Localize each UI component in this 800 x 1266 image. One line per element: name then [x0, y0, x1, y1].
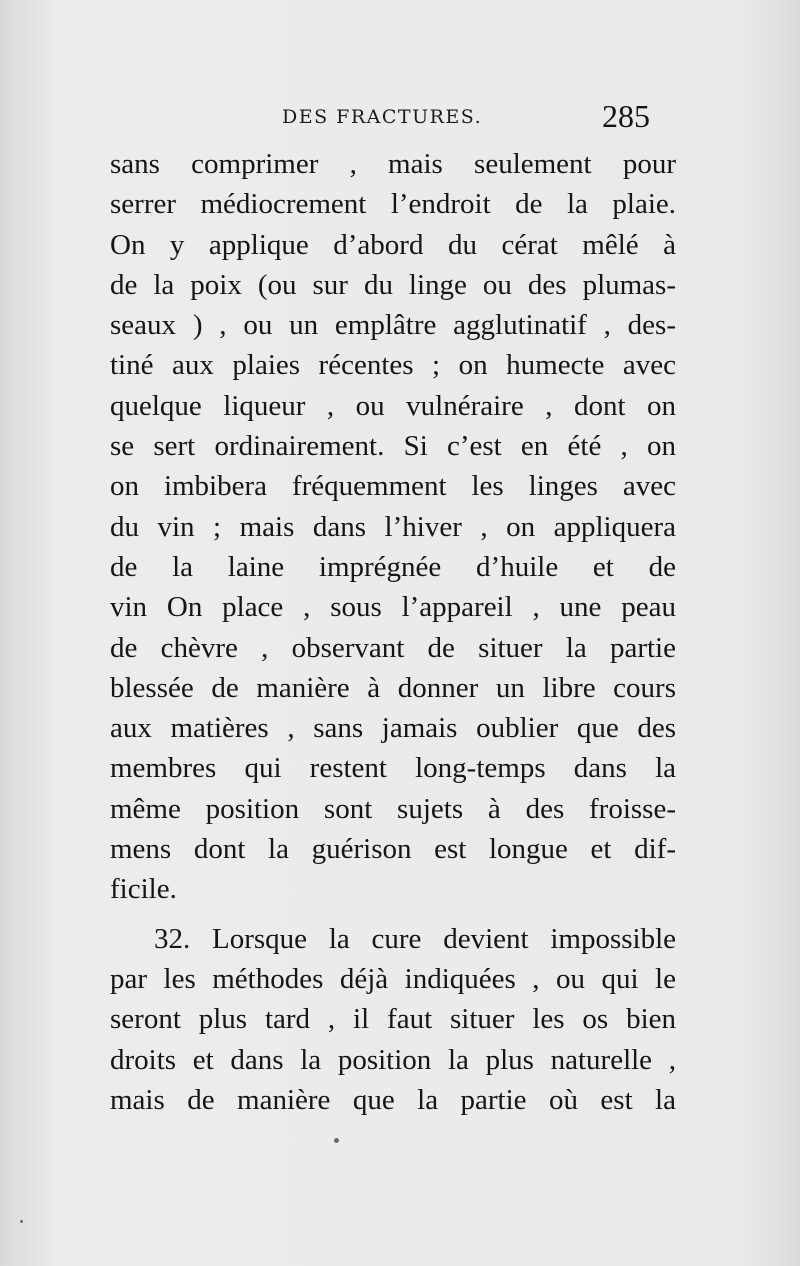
text-line: serrer médiocrement l’endroit de la plaie.	[110, 188, 676, 221]
text-line: membres qui restent long-temps dans la	[110, 752, 676, 785]
text-line: de la poix (ou sur du linge ou des plumas-	[110, 268, 676, 301]
text-line: se sert ordinairement. Si c’est en été , on	[110, 430, 676, 463]
text-line: de chèvre , observant de situer la partie	[110, 631, 676, 664]
text-line: on imbibera fréquemment les linges avec	[110, 470, 676, 503]
text-line: quelque liqueur , ou vulnéraire , dont on	[110, 389, 676, 422]
paragraph-2	[110, 919, 676, 1120]
text-line: mais de manière que la partie où est la	[110, 1083, 676, 1116]
text-line: droits et dans la position la plus naturelle ,	[110, 1043, 676, 1076]
text-line: du vin ; mais dans l’hiver , on appliquera	[110, 510, 676, 543]
running-title: DES FRACTURES.	[282, 106, 483, 128]
text-line: 32. Lorsque la cure devient impossible	[154, 922, 676, 955]
text-line: seaux ) , ou un emplâtre agglutinatif , des-	[110, 309, 676, 342]
paper-speck	[334, 1138, 339, 1143]
text-line: mens dont la guérison est longue et dif-	[110, 833, 676, 866]
text-line: vin On place , sous l’appareil , une peau	[110, 591, 676, 624]
page-body	[110, 144, 676, 1120]
text-line: ficile.	[110, 873, 177, 906]
text-line: seront plus tard , il faut situer les os bien	[110, 1003, 676, 1036]
text-line: par les méthodes déjà indiquées , ou qui le	[110, 962, 676, 995]
paper-speck	[20, 1220, 23, 1223]
text-line: tiné aux plaies récentes ; on humecte avec	[110, 349, 676, 382]
text-line: de la laine imprégnée d’huile et de	[110, 550, 676, 583]
text-line: aux matières , sans jamais oublier que des	[110, 712, 676, 745]
text-line: même position sont sujets à des froisse-	[110, 792, 676, 825]
page-number: 285	[602, 98, 650, 134]
paragraph-1	[110, 144, 676, 910]
page-header	[0, 98, 800, 138]
text-line: On y applique d’abord du cérat mêlé à	[110, 228, 676, 261]
text-line: blessée de manière à donner un libre cours	[110, 671, 676, 704]
paragraph-gap	[110, 910, 676, 919]
text-line: sans comprimer , mais seulement pour	[110, 148, 676, 180]
